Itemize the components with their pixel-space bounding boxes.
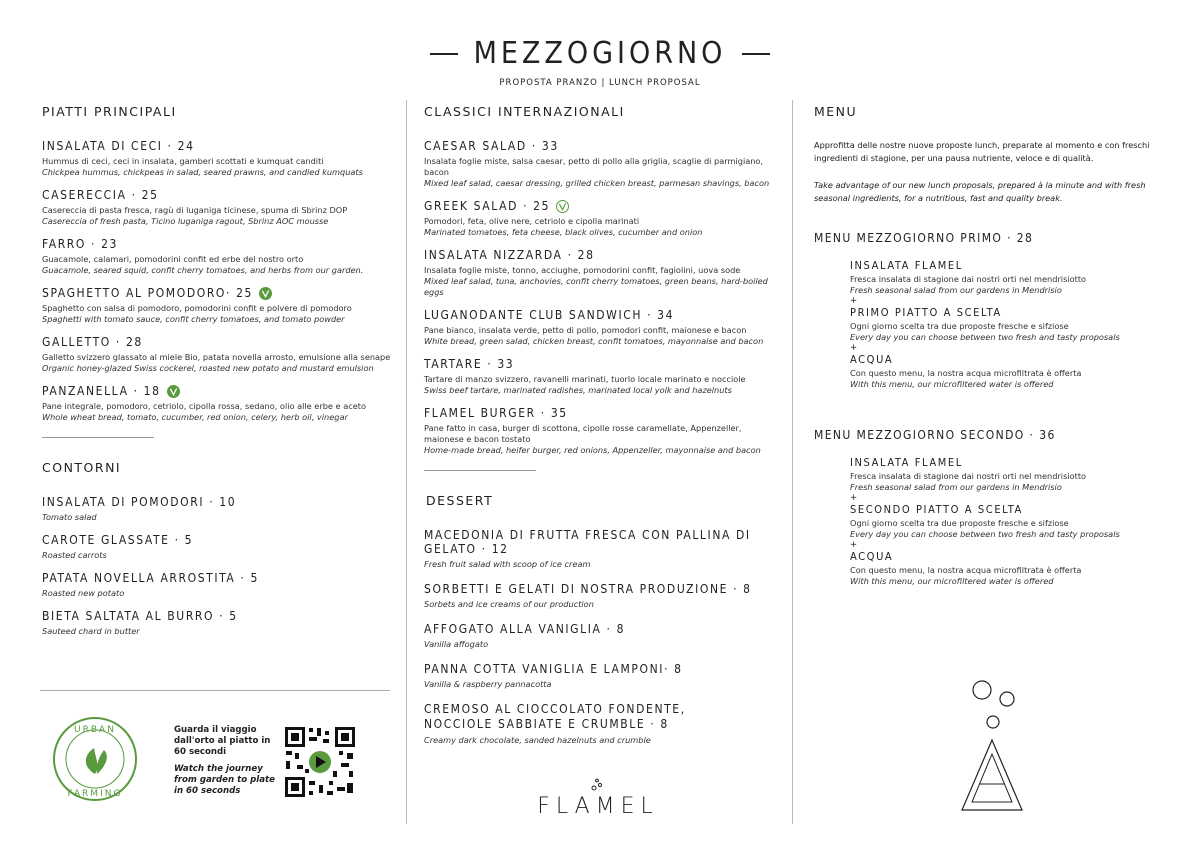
menu-item <box>424 406 784 456</box>
item-desc-en: Creamy dark chocolate, sanded hazelnuts and crumble <box>424 735 651 745</box>
menu-item <box>42 188 392 227</box>
item-name: TARTARE · 33 <box>424 357 515 371</box>
item-name: SPAGHETTO AL POMODORO· 25 <box>42 286 254 300</box>
section-title-menu: MENU <box>814 104 858 119</box>
dessert-item <box>424 662 784 690</box>
item-name: GREEK SALAD · 25 <box>424 199 551 213</box>
course-desc-en: Fresh seasonal salad from our gardens in Mendrisio <box>850 482 1062 492</box>
menu-item <box>424 308 784 347</box>
item-desc-en: Vanilla & raspberry pannacotta <box>424 679 552 689</box>
item-name: CAROTE GLASSATE · 5 <box>42 533 194 547</box>
course-name: INSALATA FLAMEL <box>850 456 963 469</box>
item-desc-en: Sorbets and ice creams of our production <box>424 599 594 609</box>
farming-text: FARMING <box>67 789 123 799</box>
menu-item <box>424 139 784 189</box>
vegetarian-icon <box>259 287 272 300</box>
item-desc-en: Tomato salad <box>42 512 97 522</box>
item-desc-en: Chickpea hummus, chickpeas in salad, seared prawns, and candied kumquats <box>42 167 363 177</box>
item-desc-it: Pane fatto in casa, burger di scottona, cipolle rosse caramellate, Appenzeller, maionese e bacon tostato <box>424 423 742 444</box>
course-desc-en: With this menu, our microfiltered water is offered <box>850 576 1054 586</box>
menu-title: MENU MEZZOGIORNO SECONDO · 36 <box>814 428 1056 442</box>
item-desc-en: Whole wheat bread, tomato, cucumber, red onion, celery, herb oil, vinegar <box>42 412 348 422</box>
item-desc-en: Sauteed chard in butter <box>42 626 140 636</box>
vegetarian-icon <box>167 385 180 398</box>
menu-item <box>42 335 392 374</box>
menu-intro-en: Take advantage of our new lunch proposals, prepared à la minute and with fresh seasonal ingredients, for a nutritious, fast and quality break. <box>814 180 1146 203</box>
dessert-list <box>424 528 784 746</box>
item-desc-en: Swiss beef tartare, marinated radishes, marinated local yolk and hazelnuts <box>424 385 732 395</box>
item-desc-it: Casereccia di pasta fresca, ragù di luganiga ticinese, spuma di Sbrinz DOP <box>42 205 348 215</box>
course-desc-it: Ogni giorno scelta tra due proposte fresche e sifziose <box>850 321 1069 331</box>
item-desc-en: Mixed leaf salad, caesar dressing, grilled chicken breast, parmesan shavings, bacon <box>424 178 770 188</box>
menu-intro-it: Approfitta delle nostre nuove proposte lunch, preparate al momento e con freschi ingredienti di stagione, per una pausa nutriente, veloce e di qualità. <box>814 140 1150 163</box>
logo-text: FLAMEL <box>537 794 659 819</box>
side-item <box>42 495 392 523</box>
menu-title: MENU MEZZOGIORNO PRIMO · 28 <box>814 231 1034 245</box>
course-desc-en: Every day you can choose between two fresh and tasty proposals <box>850 332 1120 342</box>
item-desc-it: Insalata foglie miste, salsa caesar, petto di pollo alla griglia, scaglie di parmigiano, bacon <box>424 156 764 177</box>
course-desc-it: Con questo menu, la nostra acqua microfiltrata è offerta <box>850 565 1082 575</box>
urban-text: URBAN <box>74 725 116 735</box>
page-title: MEZZOGIORNO <box>473 36 727 71</box>
qr-caption-en: Watch the journey from garden to plate in 60 seconds <box>174 764 275 796</box>
menu-item <box>42 237 392 276</box>
item-name: MACEDONIA DI FRUTTA FRESCA CON PALLINA DI GELATO · 12 <box>424 528 751 556</box>
item-name: GALLETTO · 28 <box>42 335 143 349</box>
section-divider <box>424 470 536 471</box>
item-desc-it: Pane integrale, pomodoro, cetriolo, cipolla rossa, sedano, olio alle erbe e aceto <box>42 401 366 411</box>
course-desc-it: Fresca insalata di stagione dai nostri orti nel mendrisiotto <box>850 471 1087 481</box>
item-name: BIETA SALTATA AL BURRO · 5 <box>42 609 238 623</box>
side-item <box>42 533 392 561</box>
column-international-classics <box>424 104 784 756</box>
menu-secondo <box>814 428 1154 587</box>
item-desc-en: White bread, green salad, chicken breast, confit tomatoes, mayonnaise and bacon <box>424 336 764 346</box>
page-subtitle: PROPOSTA PRANZO | LUNCH PROPOSAL <box>499 78 701 88</box>
course-desc-en: Fresh seasonal salad from our gardens in Mendrisio <box>850 285 1062 295</box>
dessert-item <box>424 622 784 650</box>
side-item <box>42 609 392 637</box>
main-dishes-list <box>42 139 392 423</box>
qr-caption <box>174 725 280 797</box>
plus-sign: + <box>850 343 858 353</box>
section-divider <box>42 437 154 438</box>
item-desc-en: Roasted new potato <box>42 588 125 598</box>
course-name: ACQUA <box>850 550 894 563</box>
column-divider-2 <box>792 100 793 824</box>
item-name: PANZANELLA · 18 <box>42 384 161 398</box>
footer-divider <box>40 690 390 691</box>
item-desc-it: Pomodori, feta, olive nere, cetriolo e cipolla marinati <box>424 216 640 226</box>
flamel-logo <box>528 778 668 819</box>
course-desc-it: Con questo menu, la nostra acqua microfiltrata è offerta <box>850 368 1082 378</box>
item-name: SORBETTI E GELATI DI NOSTRA PRODUZIONE · 8 <box>424 582 752 596</box>
urban-farming-badge <box>52 716 138 806</box>
course-name: ACQUA <box>850 353 894 366</box>
column-menu <box>814 104 1154 587</box>
dessert-item <box>424 528 784 570</box>
classics-list <box>424 139 784 456</box>
course-desc-en: With this menu, our microfiltered water is offered <box>850 379 1054 389</box>
item-desc-en: Organic honey-glazed Swiss cockerel, roasted new potato and mustard emulsion <box>42 363 374 373</box>
item-desc-it: Spaghetto con salsa di pomodoro, pomodorini confit e polvere di pomodoro <box>42 303 352 313</box>
column-divider-1 <box>406 100 407 824</box>
plus-sign: + <box>850 540 858 550</box>
qr-caption-it: Guarda il viaggio dall'orto al piatto in 60 secondi <box>174 725 271 757</box>
menu-item <box>424 357 784 396</box>
plus-sign: + <box>850 493 858 503</box>
course-name: SECONDO PIATTO A SCELTA <box>850 503 1023 516</box>
item-desc-en: Roasted carrots <box>42 550 107 560</box>
menu-item <box>424 199 784 238</box>
title-left-rule <box>430 53 458 55</box>
section-title-piatti-principali: PIATTI PRINCIPALI <box>42 104 177 119</box>
item-name: LUGANODANTE CLUB SANDWICH · 34 <box>424 308 675 322</box>
item-name: CASERECCIA · 25 <box>42 188 159 202</box>
course-desc-en: Every day you can choose between two fresh and tasty proposals <box>850 529 1120 539</box>
section-title-contorni: CONTORNI <box>42 460 122 475</box>
item-desc-it: Galletto svizzero glassato al miele Bio, patata novella arrosto, emulsione alla senape <box>42 352 391 362</box>
column-main-dishes <box>42 104 392 647</box>
vegetarian-icon <box>556 200 569 213</box>
menu-item <box>42 139 392 178</box>
course-desc-it: Ogni giorno scelta tra due proposte fresche e sifziose <box>850 518 1069 528</box>
item-desc-en: Spaghetti with tomato sauce, confit cherry tomatoes, and tomato powder <box>42 314 345 324</box>
dessert-item <box>424 582 784 610</box>
item-name: FLAMEL BURGER · 35 <box>424 406 568 420</box>
menu-item <box>42 286 392 325</box>
item-name: INSALATA NIZZARDA · 28 <box>424 248 595 262</box>
item-name: AFFOGATO ALLA VANIGLIA · 8 <box>424 622 626 636</box>
course-desc-it: Fresca insalata di stagione dai nostri orti nel mendrisiotto <box>850 274 1087 284</box>
item-name: CREMOSO AL CIOCCOLATO FONDENTE, NOCCIOLE SABBIATE E CRUMBLE · 8 <box>424 702 686 731</box>
item-desc-en: Casereccia of fresh pasta, Ticino luganiga ragout, Sbrinz AOC mousse <box>42 216 329 226</box>
leaf-icon <box>86 748 98 774</box>
item-desc-it: Tartare di manzo svizzero, ravanelli marinati, tuorlo locale marinato e nocciole <box>424 374 746 384</box>
course-name: INSALATA FLAMEL <box>850 259 963 272</box>
menu-item <box>42 384 392 423</box>
item-name: PANNA COTTA VANIGLIA E LAMPONI· 8 <box>424 662 683 676</box>
item-name: CAESAR SALAD · 33 <box>424 139 559 153</box>
section-title-classici: CLASSICI INTERNAZIONALI <box>424 104 625 119</box>
menu-primo <box>814 231 1154 390</box>
item-desc-en: Home-made bread, heifer burger, red onions, Appenzeller, mayonnaise and bacon <box>424 445 761 455</box>
page-header <box>0 36 1200 88</box>
title-right-rule <box>742 53 770 55</box>
side-item <box>42 571 392 599</box>
flask-bubbles-icon <box>952 674 1032 818</box>
item-desc-it: Pane bianco, insalata verde, petto di pollo, pomodori confit, maionese e bacon <box>424 325 747 335</box>
item-name: FARRO · 23 <box>42 237 119 251</box>
course-name: PRIMO PIATTO A SCELTA <box>850 306 1002 319</box>
item-name: PATATA NOVELLA ARROSTITA · 5 <box>42 571 259 585</box>
item-name: INSALATA DI CECI · 24 <box>42 139 195 153</box>
plus-sign: + <box>850 296 858 306</box>
item-desc-it: Guacamole, calamari, pomodorini confit ed erbe del nostro orto <box>42 254 304 264</box>
item-desc-en: Mixed leaf salad, tuna, anchovies, confit cherry tomatoes, green beans, hard-boiled eggs <box>424 276 768 297</box>
item-desc-it: Insalata foglie miste, tonno, acciughe, pomodorini confit, fagiolini, uova sode <box>424 265 741 275</box>
menu-item <box>424 248 784 298</box>
item-name: INSALATA DI POMODORI · 10 <box>42 495 237 509</box>
section-title-dessert: DESSERT <box>426 493 494 508</box>
item-desc-en: Guacamole, seared squid, confit cherry tomatoes, and herbs from our garden. <box>42 265 364 275</box>
sides-list <box>42 495 392 637</box>
dessert-item <box>424 702 784 746</box>
item-desc-it: Hummus di ceci, ceci in insalata, gamberi scottati e kumquat canditi <box>42 156 324 166</box>
item-desc-en: Fresh fruit salad with scoop of ice cream <box>424 559 591 569</box>
item-desc-en: Marinated tomatoes, feta cheese, black olives, cucumber and onion <box>424 227 703 237</box>
qr-code[interactable] <box>283 725 357 803</box>
item-desc-en: Vanilla affogato <box>424 639 489 649</box>
